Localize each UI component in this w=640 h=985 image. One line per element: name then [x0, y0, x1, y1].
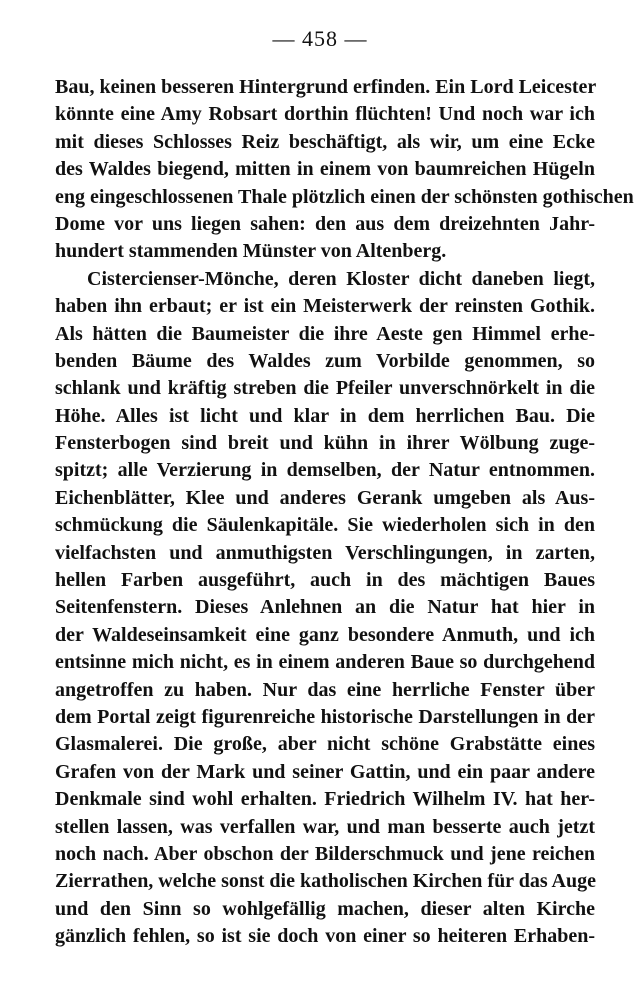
text-line: Cistercienser-Mönche, deren Kloster dicht daneben liegt,	[87, 267, 595, 290]
text-line: angetroffen zu haben. Nur das eine herrliche Fenster über	[55, 678, 595, 701]
text-line: schlank und kräftig streben die Pfeiler unverschnörkelt in die	[55, 377, 595, 400]
text-line: haben ihn erbaut; er ist ein Meisterwerk der reinsten Gothik.	[55, 295, 595, 318]
text-line: vielfachsten und anmuthigsten Verschlingungen, in zarten,	[55, 541, 595, 564]
text-line: und den Sinn so wohlgefällig machen, dieser alten Kirche	[55, 897, 595, 920]
text-line: hundert stammenden Münster von Altenberg.	[55, 240, 447, 263]
text-line: gänzlich fehlen, so ist sie doch von einer so heiteren Erhaben-	[55, 925, 595, 948]
text-line: spitzt; alle Verzierung in demselben, der Natur entnommen.	[55, 459, 595, 482]
text-line: Grafen von der Mark und seiner Gattin, und ein paar andere	[55, 760, 595, 783]
text-line: könnte eine Amy Robsart dorthin flüchten! Und noch war ich	[55, 103, 595, 126]
text-line: Denkmale sind wohl erhalten. Friedrich Wilhelm IV. hat her-	[55, 788, 595, 811]
body-text	[55, 74, 634, 951]
text-line: Glasmalerei. Die große, aber nicht schöne Grabstätte eines	[55, 733, 595, 756]
text-line: des Waldes biegend, mitten in einem von baumreichen Hügeln	[55, 158, 595, 181]
text-line: Seitenfenstern. Dieses Anlehnen an die Natur hat hier in	[55, 596, 595, 619]
text-line: Höhe. Alles ist licht und klar in dem herrlichen Bau. Die	[55, 404, 595, 427]
page-number: — 458 —	[272, 26, 368, 51]
text-line: stellen lassen, was verfallen war, und man besserte auch jetzt	[55, 815, 595, 838]
text-line: benden Bäume des Waldes zum Vorbilde genommen, so	[55, 349, 595, 372]
text-line: entsinne mich nicht, es in einem anderen Baue so durchgehend	[55, 651, 595, 674]
text-line: hellen Farben ausgeführt, auch in des mächtigen Baues	[55, 569, 595, 592]
text-line: noch nach. Aber obschon der Bilderschmuck und jene reichen	[55, 842, 595, 865]
text-line: Zierrathen, welche sonst die katholischen Kirchen für das Auge	[55, 870, 596, 893]
text-line: Bau, keinen besseren Hintergrund erfinden. Ein Lord Leicester	[55, 76, 597, 98]
text-line: Eichenblätter, Klee und anderes Gerank umgeben als Aus-	[55, 486, 595, 509]
text-line: eng eingeschlossenen Thale plötzlich einen der schönsten gothischen	[55, 185, 634, 208]
text-line: Als hätten die Baumeister die ihre Aeste gen Himmel erhe-	[55, 322, 595, 345]
text-line: schmückung die Säulenkapitäle. Sie wiederholen sich in den	[55, 514, 595, 537]
text-line: Fensterbogen sind breit und kühn in ihrer Wölbung zuge-	[55, 432, 595, 455]
text-line: der Waldeseinsamkeit eine ganz besondere Anmuth, und ich	[55, 623, 595, 646]
text-line: Dome vor uns liegen sahen: den aus dem dreizehnten Jahr-	[55, 212, 595, 235]
text-line: mit dieses Schlosses Reiz beschäftigt, als wir, um eine Ecke	[55, 130, 595, 153]
text-line: dem Portal zeigt figurenreiche historische Darstellungen in der	[55, 705, 595, 728]
